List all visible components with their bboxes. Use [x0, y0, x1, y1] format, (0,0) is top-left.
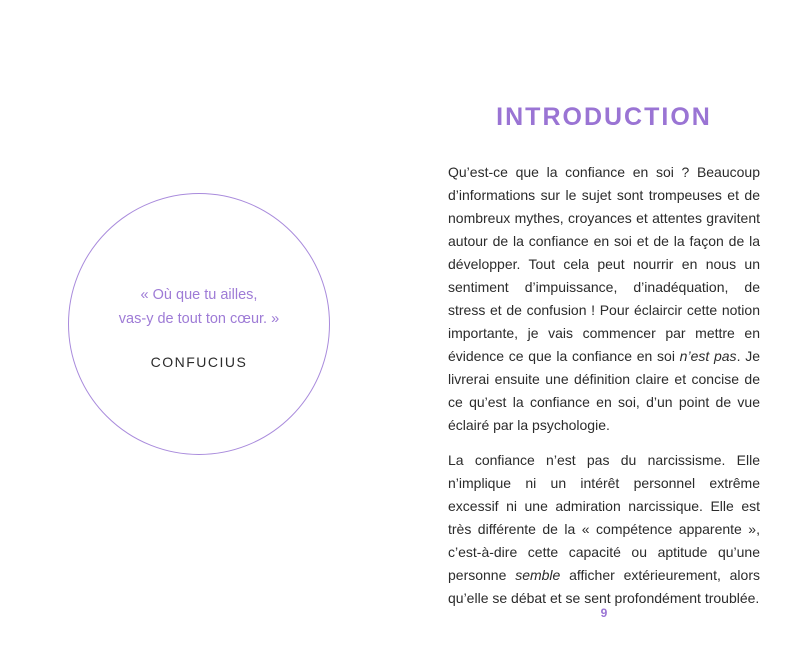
- paragraph-2-text-a: La confiance n’est pas du narcissisme. Elle n’implique ni un intérêt personnel extrême excessif ni une admiration narcissique. Elle est très différente de la « compétence apparente », c’est-à-dire cette capacité ou aptitude qu’une personne: [448, 452, 760, 583]
- paragraph-2-emphasis: semble: [515, 567, 561, 583]
- chapter-title: INTRODUCTION: [496, 103, 712, 131]
- paragraph-1-emphasis: n’est pas: [679, 348, 737, 364]
- epigraph-quote: [69, 283, 329, 331]
- page-number: 9: [600, 606, 608, 620]
- paragraph-1-text-a: Qu’est-ce que la confiance en soi ? Beaucoup d’informations sur le sujet sont trompeuses et de nombreux mythes, croyances et attentes gravitent autour de la confiance en soi et de la façon de la développer. Tout cela peut nourrir en nous un sentiment d’impuissance, d’inadéquation, de stress et de confusion ! Pour éclaircir cette notion importante, je vais commencer par mettre en évidence ce que la confiance en soi: [448, 164, 760, 364]
- paragraph-2-text-b: afficher extérieurement, alors qu’elle se débat et se sent profondément troublée.: [448, 567, 760, 606]
- paragraph-1: [448, 161, 760, 437]
- quote-author: CONFUCIUS: [150, 354, 248, 370]
- quote-line-2: vas-y de tout ton cœur. »: [118, 311, 280, 327]
- paragraph-1-text-b: . Je livrerai ensuite une définition claire et concise de ce qu’est la confiance en soi, d’un point de vue éclairé par la psychologie.: [448, 348, 760, 433]
- paragraph-2: [448, 449, 760, 610]
- quote-line-1: « Où que tu ailles,: [140, 287, 258, 303]
- quote-circle: [68, 193, 330, 455]
- chapter-body: [448, 161, 760, 622]
